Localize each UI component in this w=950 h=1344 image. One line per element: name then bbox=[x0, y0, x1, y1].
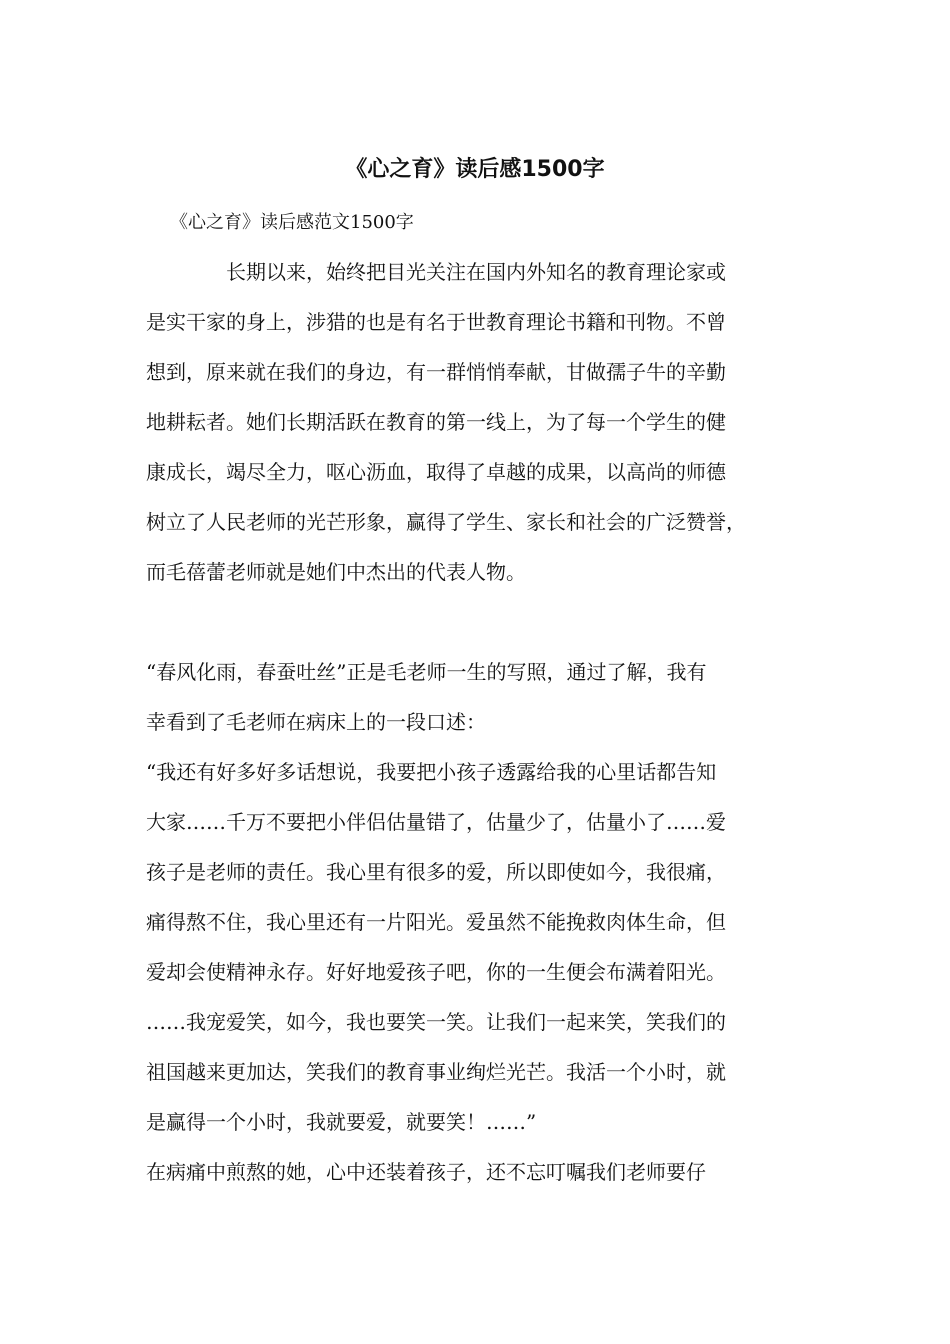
text-line: 爱却会使精神永存。好好地爱孩子吧，你的一生便会布满着阳光。 bbox=[146, 960, 726, 984]
text-line: 痛得熬不住，我心里还有一片阳光。爱虽然不能挽救肉体生命，但 bbox=[146, 910, 726, 934]
text-line: 大家……千万不要把小伴侣估量错了，估量少了，估量小了……爱 bbox=[146, 810, 726, 834]
document-subtitle: 《心之育》读后感范文1500字 bbox=[170, 212, 414, 233]
text-line: 康成长，竭尽全力，呕心沥血，取得了卓越的成果，以高尚的师德 bbox=[146, 460, 726, 484]
text-line: 是赢得一个小时，我就要爱，就要笑！……” bbox=[146, 1110, 537, 1134]
page-title: 《心之育》读后感1500字 bbox=[345, 157, 605, 182]
text-line: “春风化雨，春蚕吐丝”正是毛老师一生的写照，通过了解，我有 bbox=[146, 660, 707, 684]
text-line: 孩子是老师的责任。我心里有很多的爱，所以即使如今，我很痛， bbox=[146, 860, 726, 884]
text-line: “我还有好多好多话想说，我要把小孩子透露给我的心里话都告知 bbox=[146, 760, 717, 784]
body-text bbox=[146, 247, 846, 1197]
text-line: 而毛蓓蕾老师就是她们中杰出的代表人物。 bbox=[146, 560, 526, 584]
text-line: 地耕耘者。她们长期活跃在教育的第一线上，为了每一个学生的健 bbox=[146, 410, 726, 434]
text-line: 祖国越来更加达，笑我们的教育事业绚烂光芒。我活一个小时，就 bbox=[146, 1060, 726, 1084]
text-line: 长期以来，始终把目光关注在国内外知名的教育理论家或 bbox=[146, 260, 726, 284]
text-line: 是实干家的身上，涉猎的也是有名于世教育理论书籍和刊物。不曾 bbox=[146, 310, 726, 334]
paragraph-gap bbox=[146, 597, 846, 647]
text-line: 树立了人民老师的光芒形象，赢得了学生、家长和社会的广泛赞誉， bbox=[146, 510, 746, 534]
text-line: ……我宠爱笑，如今，我也要笑一笑。让我们一起来笑，笑我们的 bbox=[146, 1010, 726, 1034]
text-line: 在病痛中煎熬的她，心中还装着孩子，还不忘叮嘱我们老师要仔 bbox=[146, 1160, 706, 1184]
text-line: 幸看到了毛老师在病床上的一段口述： bbox=[146, 710, 486, 734]
text-line: 想到，原来就在我们的身边，有一群悄悄奉献，甘做孺子牛的辛勤 bbox=[146, 360, 726, 384]
